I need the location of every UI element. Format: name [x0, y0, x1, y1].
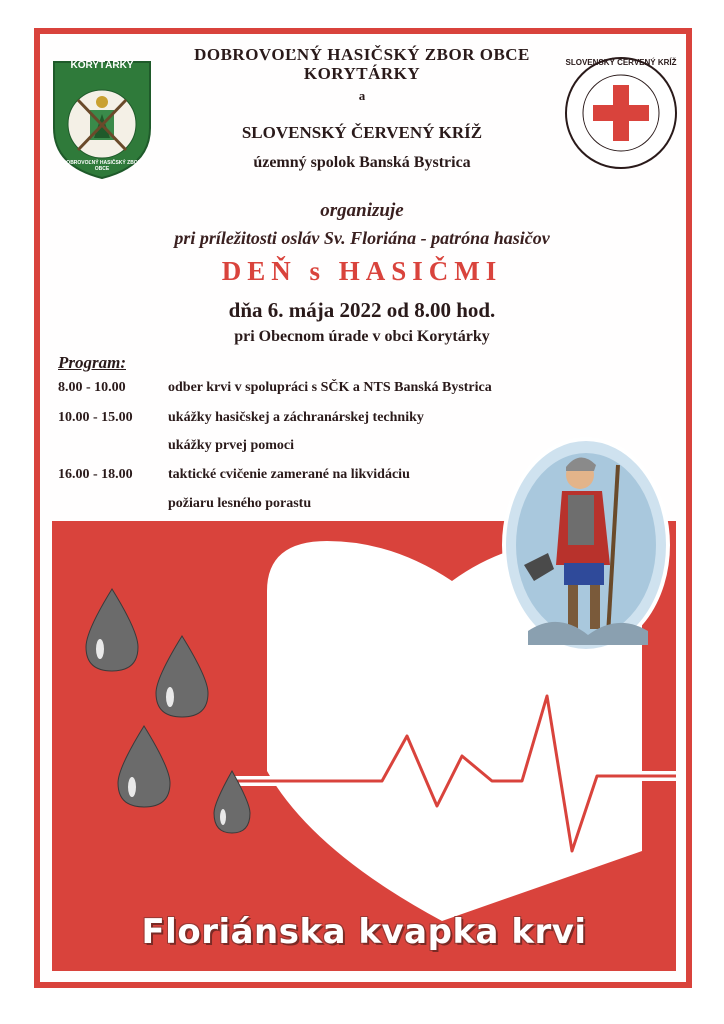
- saint-florian-icon: [498, 435, 674, 655]
- organizer-conjunction: a: [358, 88, 366, 103]
- program-time: 8.00 - 10.00: [58, 380, 126, 395]
- organizer-line-4: územný spolok Banská Bystrica: [253, 154, 471, 171]
- organizer-line-3: SLOVENSKÝ ČERVENÝ KRÍŽ: [241, 123, 483, 142]
- logo-left-ring-text: DOBROVOĽNÝ HASIČSKÝ ZBOR OBCE: [62, 160, 142, 172]
- organizes-label: organizuje: [320, 200, 404, 221]
- program-desc: taktické cvičenie zamerané na likvidáciu: [168, 467, 410, 482]
- event-date: dňa 6. mája 2022 od 8.00 hod.: [228, 298, 496, 322]
- occasion-text: pri príležitosti osláv Sv. Floriána - patróna hasičov: [174, 228, 550, 248]
- program-time: 10.00 - 15.00: [58, 410, 133, 425]
- program-desc: odber krvi v spolupráci s SČK a NTS Banská Bystrica: [168, 380, 492, 395]
- slogan-text: Floriánska kvapka krvi: [141, 912, 587, 952]
- organizer-line-1: DOBROVOĽNÝ HASIČSKÝ ZBOR OBCE: [194, 45, 530, 64]
- logo-right-ring-text: SLOVENSKÝ ČERVENÝ KRÍŽ: [565, 58, 677, 67]
- program-desc: požiaru lesného porastu: [168, 496, 312, 511]
- program-desc: ukážky prvej pomoci: [168, 438, 294, 453]
- program-desc: ukážky hasičskej a záchranárskej techniky: [168, 410, 424, 425]
- logo-left-title: KORYTÁRKY: [70, 60, 134, 71]
- program-label: Program:: [58, 353, 126, 372]
- organizer-line-2: KORYTÁRKY: [303, 64, 421, 83]
- event-title: DEŇ s HASIČMI: [221, 256, 503, 286]
- program-time: 16.00 - 18.00: [58, 467, 133, 482]
- event-place: pri Obecnom úrade v obci Korytárky: [234, 328, 490, 345]
